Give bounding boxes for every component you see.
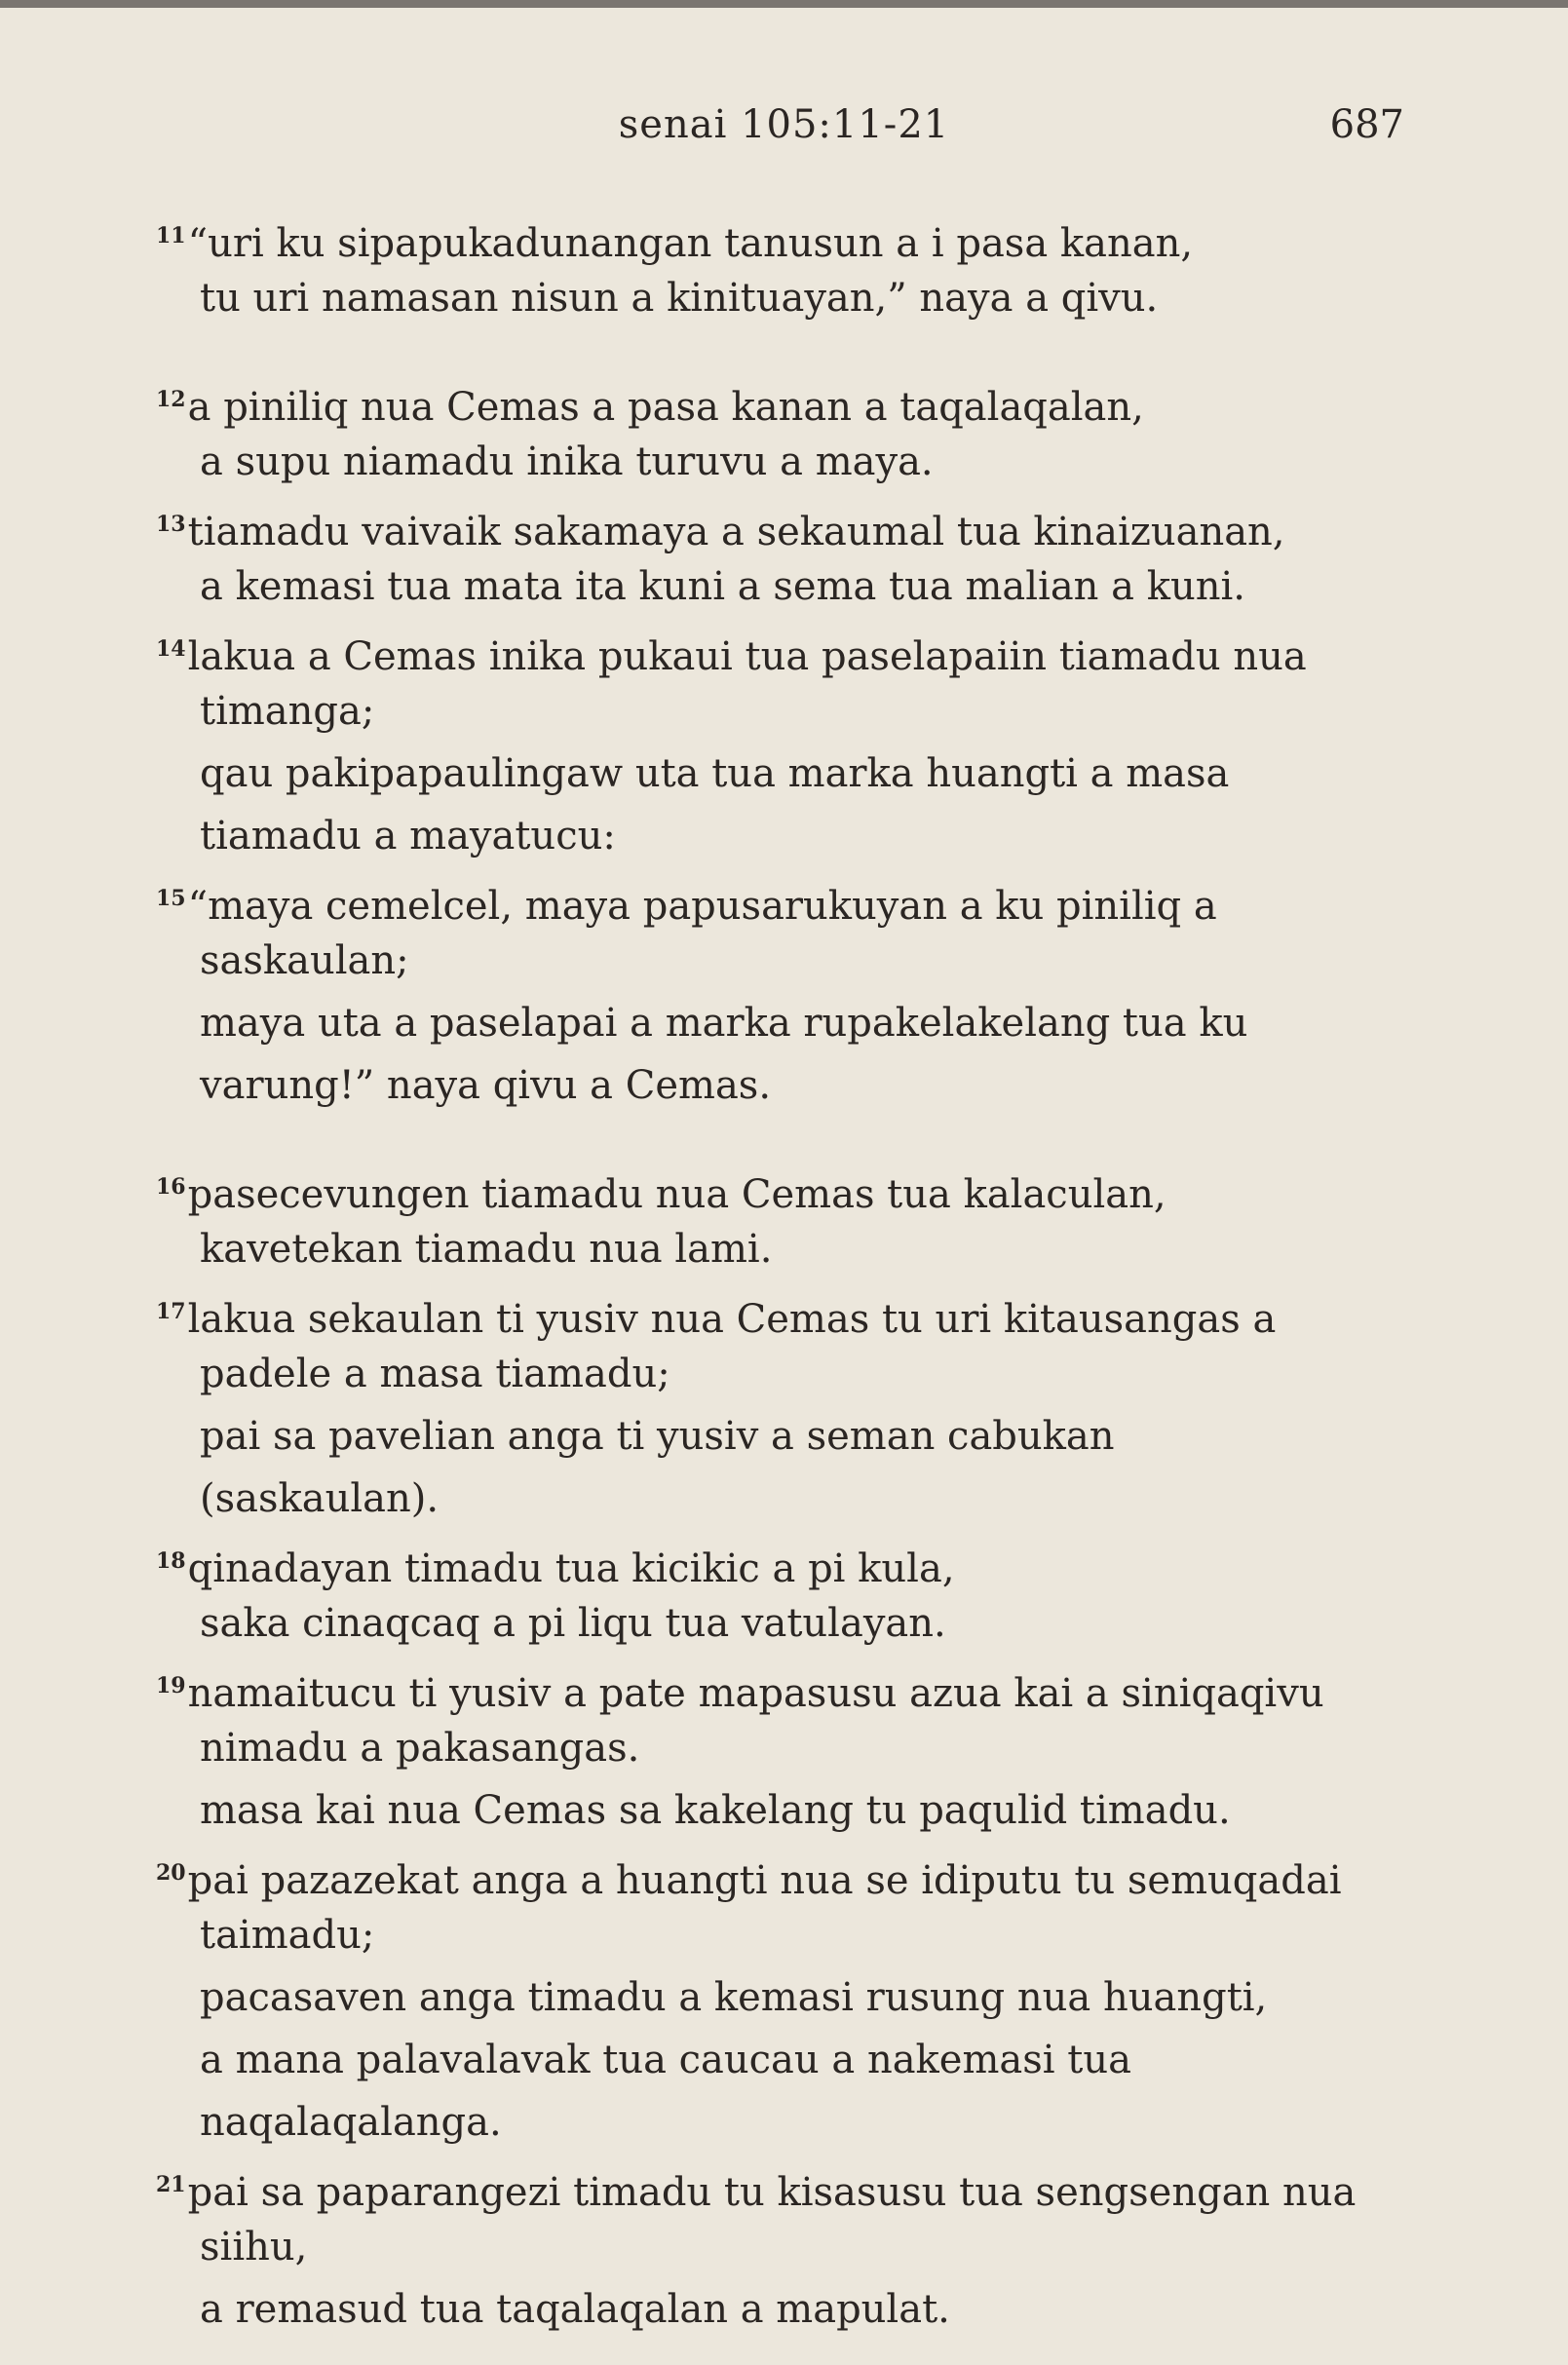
verse-14-line-1: $^{14}$lakua a Cemas inika pukaui tua paselapaiin tiamadu nua [156,634,1307,679]
stanza-gap [156,329,1423,368]
verse-number: 18 [156,1548,186,1574]
verse-number: 15 [156,886,186,911]
verse-21-line-3: a remasud tua taqalaqalan a mapulat. [200,2287,950,2332]
page-top-edge [0,0,1568,8]
verse-11-line-2: tu uri namasan nisun a kinituayan,” naya a qivu. [200,276,1159,321]
page-number: 687 [1329,102,1404,147]
verse-17-line-3: pai sa pavelian anga ti yusiv a seman cabukan [200,1414,1115,1459]
verse-21-line-1: $^{21}$pai sa paparangezi timadu tu kisasusu tua sengsengan nua [156,2170,1357,2215]
verse-number: 21 [156,2172,186,2197]
verse-15-line-3: maya uta a paselapai a marka rupakelakelang tua ku [200,1001,1248,1046]
verse-17-line-2: padele a masa tiamadu; [200,1352,670,1396]
verse-20-line-3: pacasaven anga timadu a kemasi rusung nua huangti, [200,1975,1268,2020]
verse-18-line-1: $^{18}$qinadayan timadu tua kicikic a pi kula, [156,1546,955,1591]
page-header [0,102,1568,161]
verse-15-line-1: $^{15}$“maya cemelcel, maya papusarukuyan a ku piniliq a [156,884,1217,929]
verse-number: 17 [156,1299,186,1324]
verse-number: 16 [156,1174,186,1200]
verse-number: 19 [156,1673,186,1698]
verse-20-line-1: $^{20}$pai pazazekat anga a huangti nua se idiputu tu semuqadai [156,1858,1342,1903]
verse-17-line-4: (saskaulan). [200,1476,440,1521]
verse-18-line-2: saka cinaqcaq a pi liqu tua vatulayan. [200,1601,946,1646]
verse-16-line-1: $^{16}$pasecevungen tiamadu nua Cemas tua kalaculan, [156,1172,1166,1217]
verse-19-line-3: masa kai nua Cemas sa kakelang tu paqulid timadu. [200,1788,1231,1833]
verse-13-line-2: a kemasi tua mata ita kuni a sema tua malian a kuni. [200,564,1245,609]
verse-19-line-1: $^{19}$namaitucu ti yusiv a pate mapasusu azua kai a siniqaqivu [156,1671,1324,1716]
verse-14-line-4: tiamadu a mayatucu: [200,814,616,858]
verse-number: 13 [156,512,186,537]
verse-21-line-2: siihu, [200,2225,308,2270]
verse-number: 12 [156,387,186,412]
verse-20-line-2: taimadu; [200,1913,375,1958]
stanza-gap [156,1117,1423,1156]
verse-number: 14 [156,636,186,662]
verse-12-line-1: $^{12}$a piniliq nua Cemas a pasa kanan a taqalaqalan, [156,385,1144,430]
verse-number: 11 [156,223,186,248]
verse-20-line-4: a mana palavalavak tua caucau a nakemasi tua [200,2038,1131,2082]
verse-13-line-1: $^{13}$tiamadu vaivaik sakamaya a sekaumal tua kinaizuanan, [156,510,1285,554]
verse-16-line-2: kavetekan tiamadu nua lami. [200,1227,773,1272]
verse-17-line-1: $^{17}$lakua sekaulan ti yusiv nua Cemas tu uri kitausangas a [156,1297,1277,1342]
verse-15-line-2: saskaulan; [200,938,409,983]
verse-15-line-4: varung!” naya qivu a Cemas. [200,1063,772,1108]
verse-number: 20 [156,1860,186,1886]
verse-11-line-1: $^{11}$“uri ku sipapukadunangan tanusun a i pasa kanan, [156,221,1194,266]
running-head: senai 105:11-21 [618,102,950,147]
verse-19-line-2: nimadu a pakasangas. [200,1726,640,1771]
verse-14-line-2: timanga; [200,689,375,734]
verse-text [156,205,1423,2341]
verse-20-line-5: naqalaqalanga. [200,2100,502,2145]
verse-14-line-3: qau pakipapaulingaw uta tua marka huangti a masa [200,751,1230,796]
verse-12-line-2: a supu niamadu inika turuvu a maya. [200,439,934,484]
